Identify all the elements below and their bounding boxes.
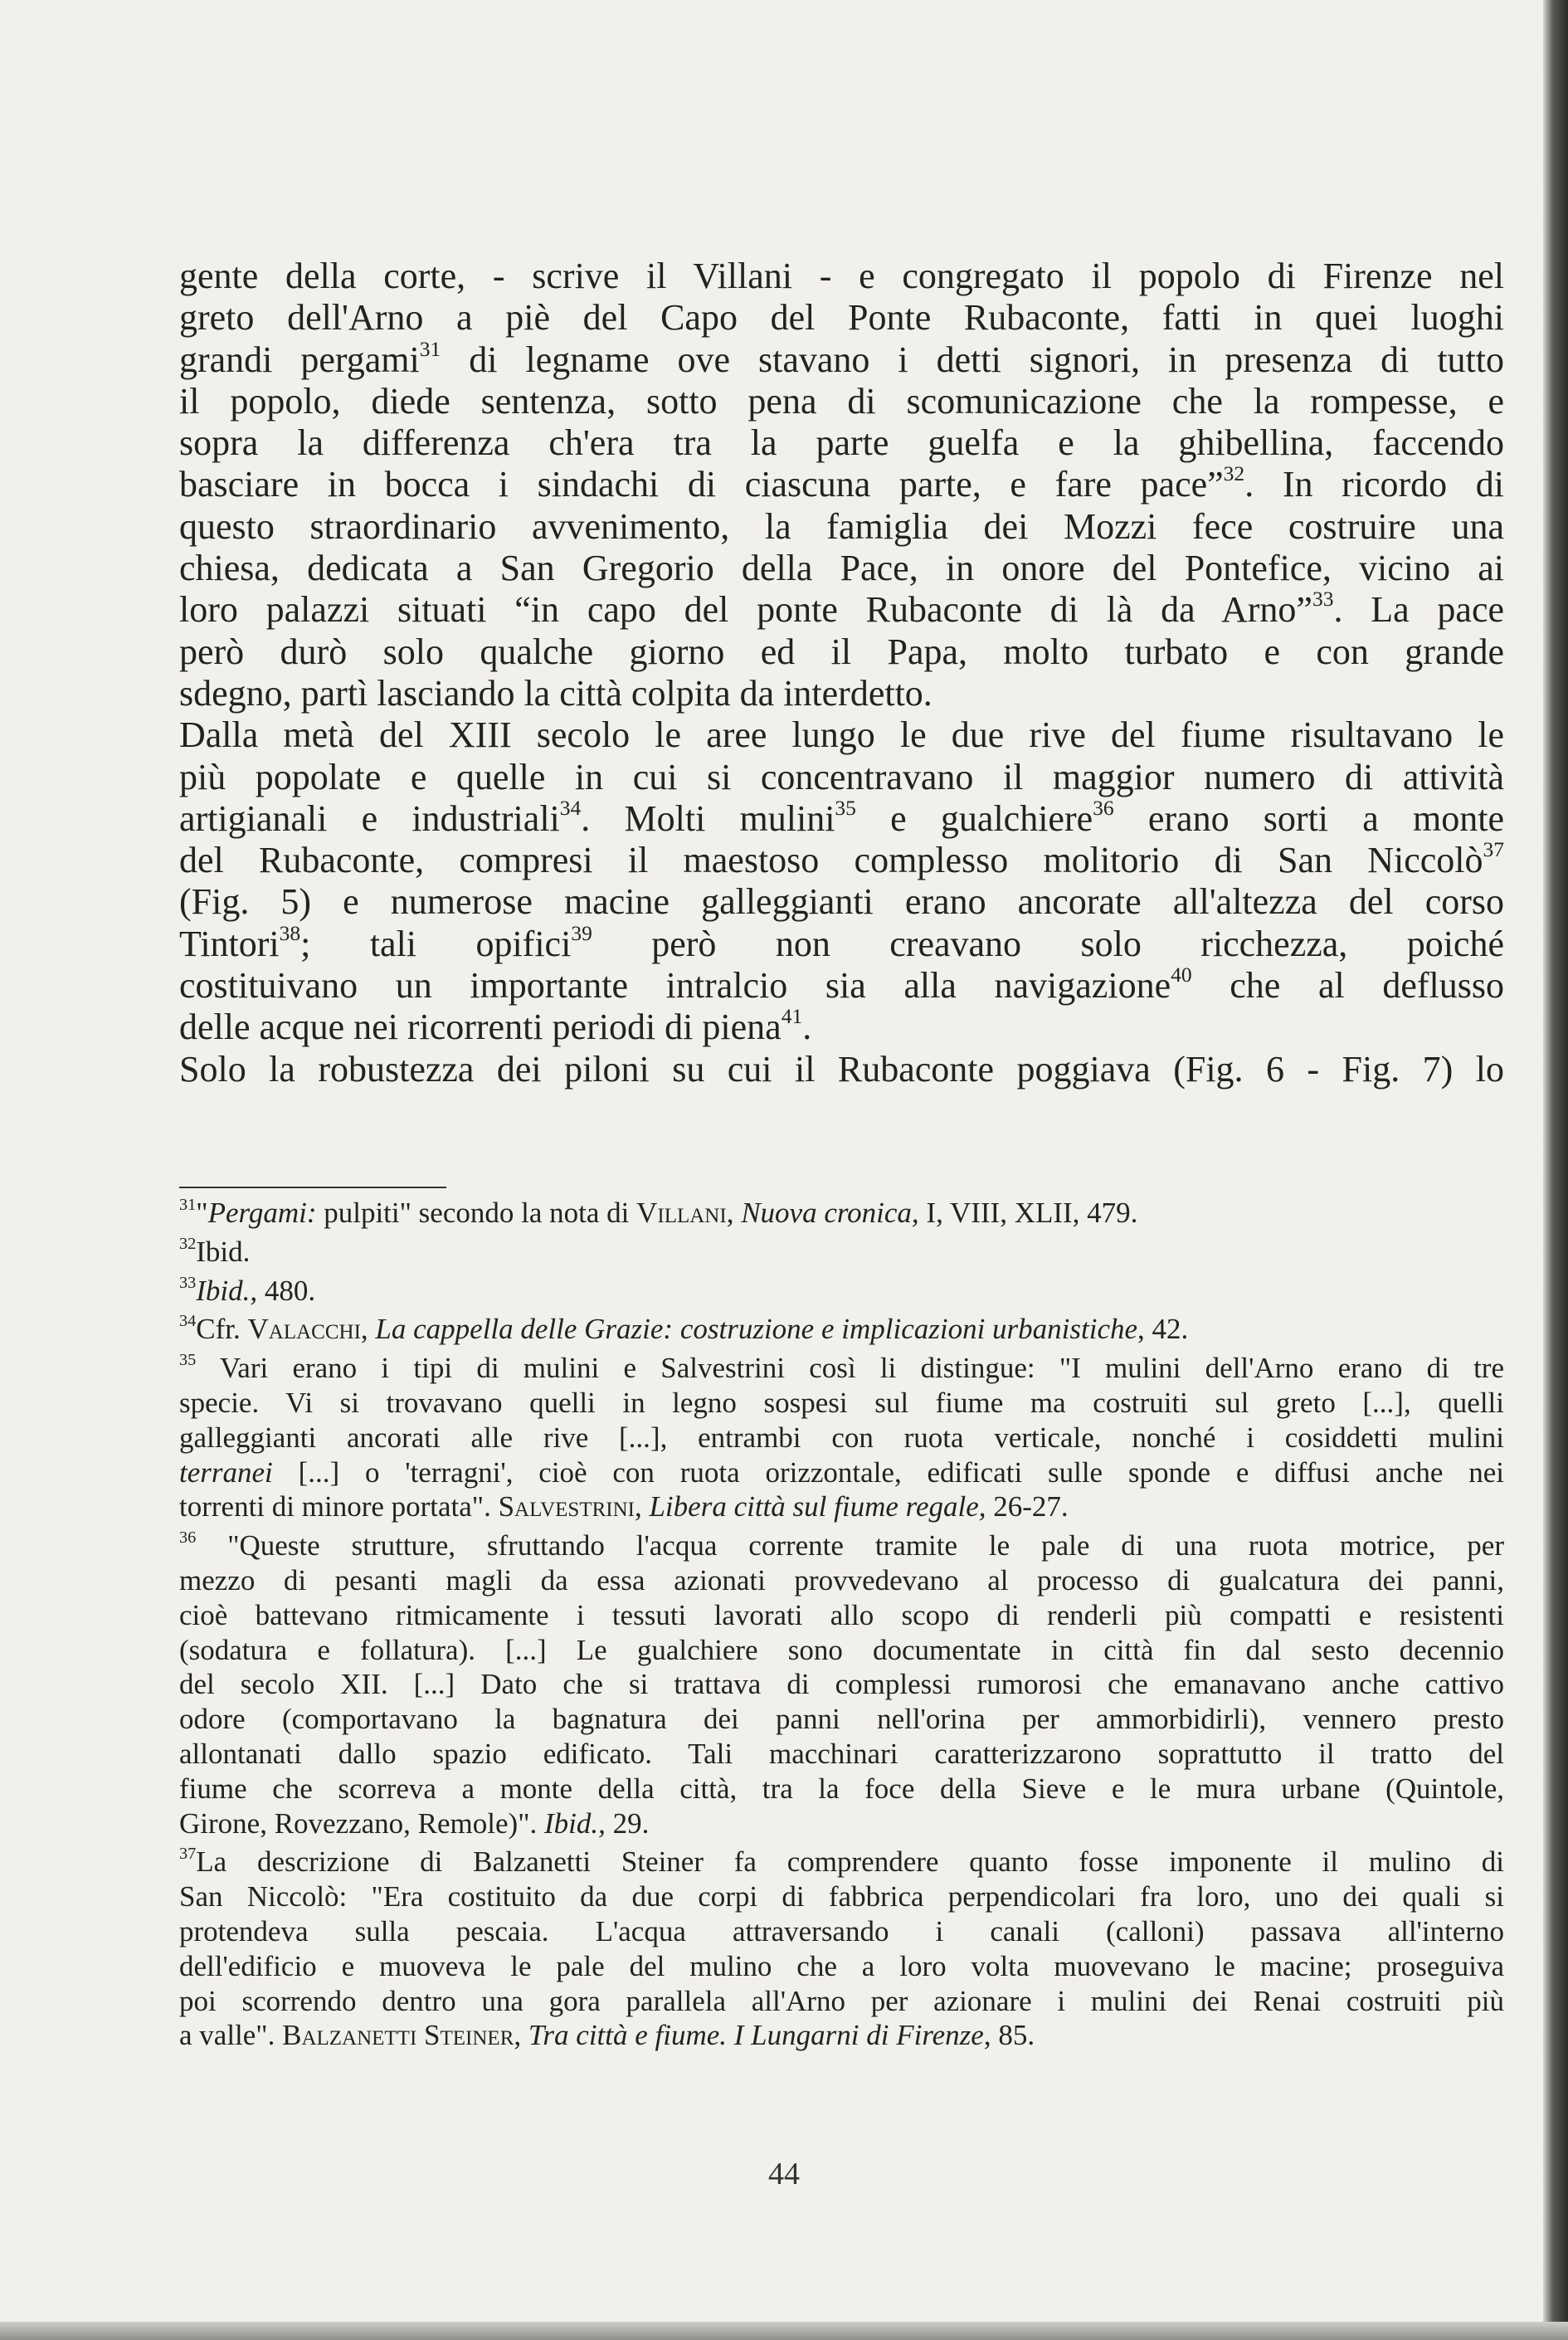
footnote-reference: 37 <box>1483 837 1504 862</box>
text-segment: grandi pergami <box>179 339 420 380</box>
text-segment: Ibid. <box>196 1235 251 1268</box>
body-line <box>179 506 1504 548</box>
text-segment: più popolate e quelle in cui si concentravano il maggior numero di attività <box>179 756 1504 797</box>
footnote-line <box>179 1879 1504 1914</box>
text-segment: Ibid., <box>543 1806 606 1840</box>
text-segment: artigianali e industriali <box>179 797 560 839</box>
footnote-line <box>179 1489 1504 1524</box>
footnote-37 <box>179 1845 1504 2053</box>
text-segment: San Niccolò: "Era costituito da due corpi di fabbrica perpendicolari fra loro, uno dei quali si <box>179 1880 1504 1913</box>
footnote-reference: 34 <box>559 795 582 820</box>
text-segment: costituivano un importante intralcio sia alla navigazione <box>179 965 1171 1007</box>
footnote-line <box>179 1563 1504 1598</box>
footnote-reference: 35 <box>179 1350 197 1369</box>
footnote-33 <box>179 1274 1504 1309</box>
footnote-reference: 35 <box>835 795 856 820</box>
text-segment: Libera città sul fiume regale, <box>649 1490 986 1523</box>
footnote-reference: 33 <box>179 1273 197 1292</box>
footnote-line <box>179 1274 1504 1309</box>
text-segment: sdegno, partì lasciando la città colpita da interdetto. <box>179 672 933 714</box>
body-line <box>179 381 1504 422</box>
text-segment: Balzanetti Steiner <box>282 2019 514 2052</box>
footnote-reference: 32 <box>1223 461 1245 486</box>
footnote-line <box>179 1196 1504 1231</box>
footnote-reference: 31 <box>419 336 441 361</box>
body-line <box>179 461 1504 505</box>
text-segment: La descrizione di Balzanetti Steiner fa comprendere quanto fosse imponente il mulino di <box>196 1845 1504 1879</box>
text-segment: del secolo XII. [...] Dato che si trattava di complessi rumorosi che emanavano anche cattivo <box>179 1668 1504 1701</box>
footnote-line <box>179 1772 1504 1806</box>
text-segment: . In ricordo di <box>1244 464 1504 505</box>
text-segment: gente della corte, - scrive il Villani - e congregato il popolo di Firenze nel <box>179 256 1504 296</box>
text-segment: . Molti mulini <box>581 797 835 839</box>
body-line <box>179 673 1504 714</box>
footnote-line <box>179 1421 1504 1455</box>
text-segment: poi scorrendo dentro una gora parallela all'Arno per azionare i mulini dei Renai costruiti più <box>179 1984 1504 2017</box>
page-number: 44 <box>768 2157 800 2191</box>
text-segment: sopra la differenza ch'era tra la parte guelfa e la ghibellina, faccendo <box>179 422 1504 464</box>
text-segment: Tintori <box>179 923 280 964</box>
text-segment: protendeva sulla pescaia. L'acqua attraversando i canali (calloni) passava all'interno <box>179 1914 1504 1948</box>
body-line <box>179 795 1504 840</box>
body-line <box>179 631 1504 673</box>
body-line <box>179 336 1504 381</box>
text-segment: La cappella delle Grazie: costruzione e implicazioni urbanistiche <box>375 1313 1138 1346</box>
text-segment: odore (comportavano la bagnatura dei panni nell'orina per ammorbidirli), vennero presto <box>179 1703 1504 1736</box>
scan-bottom-border <box>0 2322 1568 2340</box>
text-segment: greto dell'Arno a piè del Capo del Ponte Rubaconte, fatti in quei luoghi <box>179 297 1504 339</box>
footnote-reference: 32 <box>179 1234 197 1253</box>
text-segment: . La pace <box>1333 589 1504 631</box>
text-segment: Valacchi <box>247 1313 361 1346</box>
text-segment: allontanati dallo spazio edificato. Tali macchinari caratterizzarono soprattutto il tratto del <box>179 1737 1504 1770</box>
text-segment: 480. <box>257 1274 316 1307</box>
text-segment: loro palazzi situati “in capo del ponte Rubaconte di là da Arno” <box>179 589 1312 631</box>
footnote-line <box>179 1386 1504 1421</box>
footnote-line <box>179 1312 1504 1347</box>
footnote-line <box>179 1667 1504 1702</box>
text-segment: Cfr. <box>196 1313 248 1346</box>
text-segment: 26-27. <box>986 1490 1069 1523</box>
text-segment: , <box>514 2019 528 2052</box>
text-segment: Salvestrini <box>498 1490 635 1523</box>
footnote-line <box>179 1633 1504 1668</box>
text-segment: a valle". <box>179 2019 283 2052</box>
footnote-34 <box>179 1312 1504 1347</box>
text-segment: Solo la robustezza dei piloni su cui il Rubaconte poggiava (Fig. 6 - Fig. 7) lo <box>179 1048 1504 1090</box>
footnote-separator <box>179 1187 446 1188</box>
text-segment: questo straordinario avvenimento, la famiglia dei Mozzi fece costruire una <box>179 505 1504 547</box>
footnote-reference: 34 <box>179 1312 197 1331</box>
text-segment: Vari erano i tipi di mulini e Salvestrini così li distingue: "I mulini dell'Arno erano di tre <box>196 1352 1504 1385</box>
body-line <box>179 256 1504 297</box>
footnote-reference: 37 <box>179 1845 197 1864</box>
text-segment: [...] o 'terragni', cioè con ruota orizzontale, edificati sulle sponde e diffusi anche nei <box>272 1455 1504 1489</box>
text-segment: . <box>802 1007 812 1048</box>
footnote-line <box>179 1737 1504 1772</box>
body-line <box>179 714 1504 756</box>
body-text <box>179 256 1504 1090</box>
footnote-line <box>179 1914 1504 1949</box>
text-segment: Nuova cronica, <box>741 1197 919 1229</box>
text-segment: , 85. <box>983 2019 1035 2052</box>
text-segment: e gualchiere <box>855 797 1093 839</box>
text-segment: Tra città e fiume. I Lungarni di Firenze <box>528 2019 984 2052</box>
body-line <box>179 297 1504 339</box>
text-segment: chiesa, dedicata a San Gregorio della Pace, in onore del Pontefice, vicino ai <box>179 548 1504 589</box>
footnote-line <box>179 2018 1504 2053</box>
body-line <box>179 837 1504 881</box>
footnote-reference: 33 <box>1312 587 1334 612</box>
body-line <box>179 1049 1504 1090</box>
footnote-31 <box>179 1196 1504 1231</box>
footnote-32 <box>179 1235 1504 1270</box>
text-segment: "Queste strutture, sfruttando l'acqua corrente tramite le pale di una ruota motrice, per <box>196 1529 1504 1562</box>
body-line <box>179 1004 1504 1048</box>
footnote-line <box>179 1598 1504 1633</box>
footnote-reference: 40 <box>1171 962 1192 987</box>
footnote-reference: 36 <box>179 1528 197 1547</box>
text-segment: , 42. <box>1137 1313 1189 1346</box>
text-segment: che al deflusso <box>1191 965 1504 1007</box>
footnote-reference: 41 <box>781 1004 803 1029</box>
body-line <box>179 548 1504 589</box>
footnote-line <box>179 1702 1504 1737</box>
text-segment: terranei <box>179 1455 273 1489</box>
body-line <box>179 422 1504 464</box>
text-segment: però durò solo qualche giorno ed il Papa, molto turbato e con grande <box>179 631 1504 672</box>
text-segment: Ibid., <box>196 1274 258 1307</box>
page-edge-shadow <box>1543 0 1568 2340</box>
footnote-line <box>179 1528 1504 1563</box>
text-segment: del Rubaconte, compresi il maestoso complesso molitorio di San Niccolò <box>179 840 1483 881</box>
footnote-line <box>179 1949 1504 1984</box>
text-segment: " <box>196 1197 208 1229</box>
text-segment: Villani <box>636 1197 727 1229</box>
body-line <box>179 962 1504 1007</box>
body-line <box>179 589 1504 631</box>
footnote-35 <box>179 1351 1504 1524</box>
text-segment: dell'edificio e muoveva le pale del mulino che a loro volta muovevano le macine; proseguiva <box>179 1949 1504 1982</box>
text-segment: basciare in bocca i sindachi di ciascuna parte, e fare pace” <box>179 464 1224 505</box>
text-segment: fiume che scorreva a monte della città, tra la foce della Sieve e le mura urbane (Quintole, <box>179 1772 1504 1805</box>
footnote-line <box>179 1455 1504 1490</box>
text-segment: cioè battevano ritmicamente i tessuti lavorati allo scopo di renderli più compatti e resistenti <box>179 1598 1504 1631</box>
footnote-line <box>179 1984 1504 2019</box>
text-segment: il popolo, diede sentenza, sotto pena di scomunicazione che la rompesse, e <box>179 380 1504 422</box>
text-segment: torrenti di minore portata". <box>179 1490 499 1523</box>
text-segment: (sodatura e follatura). [...] Le gualchiere sono documentate in città fin dal sesto decennio <box>179 1633 1504 1666</box>
footnote-36 <box>179 1528 1504 1840</box>
text-segment: 29. <box>605 1806 650 1840</box>
text-segment: I, VIII, XLII, 479. <box>918 1197 1138 1229</box>
footnote-line <box>179 1806 1504 1841</box>
footnote-line <box>179 1351 1504 1386</box>
footnote-reference: 31 <box>179 1195 197 1214</box>
text-segment: , <box>726 1197 742 1229</box>
text-segment: di legname ove stavano i detti signori, in presenza di tutto <box>441 339 1504 380</box>
footnote-line <box>179 1845 1504 1879</box>
text-segment: (Fig. 5) e numerose macine galleggianti erano ancorate all'altezza del corso <box>179 881 1504 923</box>
text-segment: erano sorti a monte <box>1113 797 1504 839</box>
text-segment: però non creavano solo ricchezza, poiché <box>592 923 1504 964</box>
footnotes <box>179 1196 1504 2057</box>
footnote-reference: 36 <box>1093 795 1114 820</box>
footnote-reference: 38 <box>279 920 301 945</box>
body-line <box>179 920 1504 965</box>
body-line <box>179 881 1504 923</box>
text-segment: Pergami: <box>207 1197 317 1229</box>
text-segment: , <box>360 1313 376 1346</box>
text-segment: , <box>634 1490 650 1523</box>
text-segment: galleggianti ancorati alle rive [...], entrambi con ruota verticale, nonché i cosiddetti mulini <box>179 1421 1504 1454</box>
text-segment: specie. Vi si trovavano quelli in legno sospesi sul fiume ma costruiti sul greto [...], quelli <box>179 1386 1504 1419</box>
text-segment: Girone, Rovezzano, Remole)". <box>179 1806 544 1840</box>
text-segment: pulpiti" secondo la nota di <box>316 1197 637 1229</box>
footnote-reference: 39 <box>571 920 592 945</box>
text-segment: delle acque nei ricorrenti periodi di piena <box>179 1007 782 1048</box>
text-segment: Dalla metà del XIII secolo le aree lungo le due rive del fiume risultavano le <box>179 714 1504 756</box>
body-line <box>179 757 1504 798</box>
footnote-line <box>179 1235 1504 1270</box>
text-segment: mezzo di pesanti magli da essa azionati provvedevano al processo di gualcatura dei panni, <box>179 1563 1504 1597</box>
text-segment: ; tali opifici <box>300 923 572 964</box>
